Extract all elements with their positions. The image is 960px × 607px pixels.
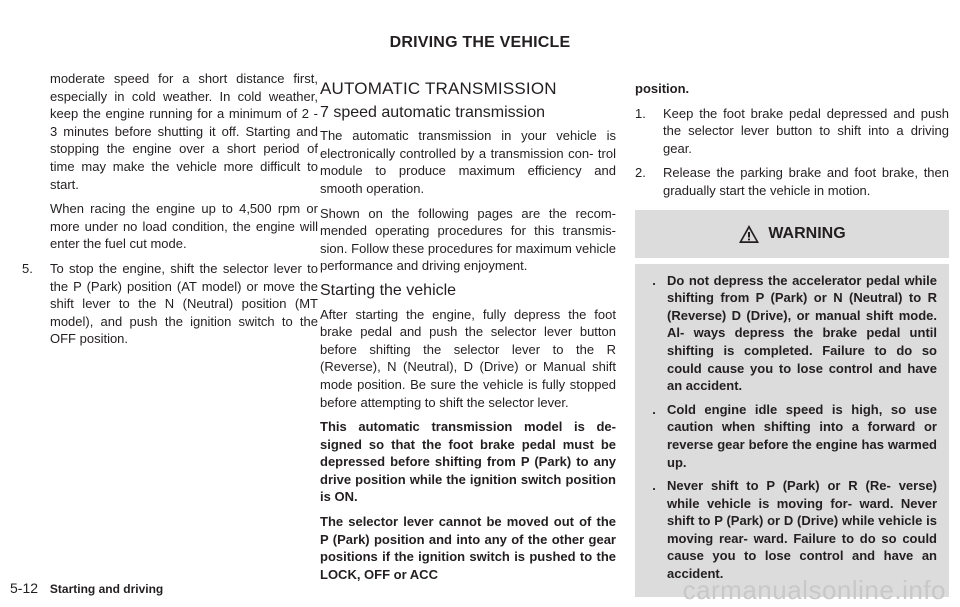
warning-bullet [641, 401, 937, 471]
list-number: 1. [635, 105, 646, 121]
section-title: AUTOMATIC TRANSMISSION [320, 79, 557, 98]
list-text: Keep the foot brake pedal depressed and push the selector lever button to shift into a driving gear. [663, 105, 949, 156]
list-text: To stop the engine, shift the selector lever to the P (Park) position (AT model) or move the shift lever to the N (Neutral) position (MT model), and push the ignition switch to the OFF position. [50, 260, 318, 347]
paragraph: moderate speed for a short distance first, especially in cold weather. In cold weather, keep the engine running for a minimum of 2 - 3 minutes before shutting it off. Starting and stopping the engine over a short period of time may make the vehicle more difficult to start. [50, 71, 318, 192]
section-name: Starting and driving [49, 582, 164, 596]
paragraph: Shown on the following pages are the recom- mended operating procedures for this transmis- sion. Follow these procedures for maximum vehicle performance and driving enjoyment. [320, 205, 616, 274]
warning-icon [738, 224, 760, 244]
page-footer [10, 580, 163, 596]
section-subtitle-starting: Starting the vehicle [320, 281, 457, 299]
list-number: 5. [22, 260, 33, 276]
page-header: DRIVING THE VEHICLE [389, 34, 571, 51]
bullet-text: Cold engine idle speed is high, so use caution when shifting into a forward or reverse gear before the engine has warmed up. [667, 401, 937, 470]
warning-header [635, 210, 949, 258]
warning-bullet [641, 477, 937, 583]
continued-text: position. [635, 81, 690, 96]
column-3 [635, 70, 949, 597]
bullet-mark: . [652, 401, 656, 417]
list-text: Release the parking brake and foot brake, then gradually start the vehicle in motion. [663, 165, 949, 198]
bullet-text: Never shift to P (Park) or R (Re- verse) while vehicle is moving for- ward. Never shift to P (Park) or D (Drive) while vehicle is moving rear- ward. Failure to do so could cause you to lose control and have an accident. [667, 478, 937, 582]
warning-title: WARNING [768, 224, 846, 242]
bullet-mark: . [652, 272, 656, 288]
bullet-text: Do not depress the accelerator pedal while shifting from P (Park) or N (Neutral) to R (Reverse) D (Drive), or manual shift mode. Al- ways depress the brake pedal until shifting is completed. Failure to do so could cause you to lose control and have an accident. [667, 272, 937, 394]
paragraph: The automatic transmission in your vehicle is electronically controlled by a transmission con- trol module to produce maximum efficiency and smooth operation. [320, 128, 616, 196]
column-1 [22, 70, 318, 355]
list-number: 2. [635, 165, 646, 181]
warning-body [635, 264, 949, 597]
watermark: carmanualsonline.info [682, 575, 946, 605]
bullet-mark: . [652, 478, 656, 494]
list-item [22, 260, 318, 348]
paragraph: When racing the engine up to 4,500 rpm or more under no load condition, the engine will enter the fuel cut mode. [50, 201, 318, 252]
section-subtitle: 7 speed automatic transmission [320, 103, 545, 121]
list-item [635, 105, 949, 158]
column-2 [320, 70, 616, 590]
list-item [635, 164, 949, 199]
bold-paragraph: The selector lever cannot be moved out of the P (Park) position and into any of the other gear positions if the ignition switch is pushed to the LOCK, OFF or ACC [320, 514, 616, 582]
warning-bullet [641, 272, 937, 395]
paragraph: After starting the engine, fully depress the foot brake pedal and push the selector lever button before shifting the selector lever to the R (Reverse), N (Neutral), D (Drive) or Manual shift mode position. Be sure the vehicle is fully stopped before attempting to shift the selector lever. [320, 306, 616, 410]
bold-paragraph: This automatic transmission model is de- signed so that the foot brake pedal must be depressed before shifting from P (Park) to any drive position while the ignition switch position is ON. [320, 419, 616, 505]
page-number: 5-12 [10, 580, 39, 596]
